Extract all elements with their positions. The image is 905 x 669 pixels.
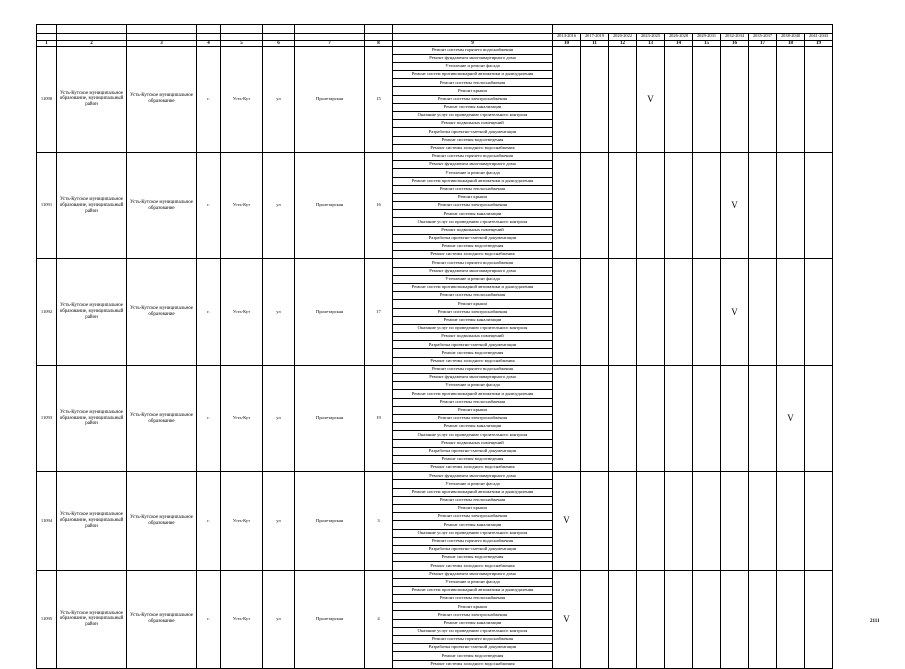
house-number: 3 [365, 472, 393, 570]
period-cell [693, 365, 721, 471]
locality: Усть-Кут [221, 152, 263, 258]
settlement-type: г. [197, 365, 221, 471]
work-type: Ремонт системы электроснабжения [393, 202, 553, 210]
locality: Усть-Кут [221, 365, 263, 471]
work-type: Ремонт системы горячего водоснабжения [393, 636, 553, 644]
work-type: Разработка проектно-сметной документации [393, 545, 553, 553]
work-row [37, 46, 833, 54]
work-type: Ремонт систем противопожарной автоматики и дымоудаления [393, 586, 553, 594]
period-cell [609, 570, 637, 668]
period-cell [637, 570, 665, 668]
work-type: Ремонт системы электроснабжения [393, 513, 553, 521]
work-type: Ремонт систем противопожарной автоматики и дымоудаления [393, 390, 553, 398]
period-cell [553, 46, 581, 152]
work-type: Ремонт системы канализации [393, 210, 553, 218]
work-type: Ремонт системы горячего водоснабжения [393, 259, 553, 267]
period-cell [637, 365, 665, 471]
work-type: Ремонт подвальных помещений [393, 226, 553, 234]
street: Пролетарская [295, 46, 365, 152]
street-type: ул [263, 152, 295, 258]
work-type: Ремонт системы холодного водоснабжения [393, 357, 553, 365]
work-type: Ремонт системы канализации [393, 619, 553, 627]
street: Пролетарская [295, 472, 365, 570]
work-type: Ремонт системы горячего водоснабжения [393, 152, 553, 160]
period-cell [721, 570, 749, 668]
work-type: Ремонт системы электроснабжения [393, 414, 553, 422]
settlement: Усть-Кутское муниципальное образование [127, 259, 197, 365]
work-type: Ремонт фундамента многоквартирного дома [393, 374, 553, 382]
work-type: Ремонт фундамента многоквартирного дома [393, 54, 553, 62]
work-type: Ремонт крыши [393, 505, 553, 513]
period-cell [637, 152, 665, 258]
period-cell [693, 152, 721, 258]
period-cell [693, 472, 721, 570]
period-cell [777, 259, 805, 365]
period-header: 2017-2019 [581, 33, 609, 40]
period-cell [805, 570, 833, 668]
work-type: Ремонт системы горячего водоснабжения [393, 537, 553, 545]
period-mark: V [637, 46, 665, 152]
work-type: Ремонт крыши [393, 87, 553, 95]
work-type: Утепление и ремонт фасада [393, 382, 553, 390]
period-header: 2041-2043 [805, 33, 833, 40]
work-type: Ремонт системы водоотведения [393, 455, 553, 463]
period-cell [609, 259, 637, 365]
column-number: 13 [637, 40, 665, 46]
record-id: 11091 [37, 152, 57, 258]
period-cell [581, 570, 609, 668]
work-type: Ремонт системы канализации [393, 423, 553, 431]
house-number: 4 [365, 570, 393, 668]
period-header: 2035-2037 [749, 33, 777, 40]
column-number: 19 [805, 40, 833, 46]
work-type: Разработка проектно-сметной документации [393, 234, 553, 242]
street-type: ул [263, 259, 295, 365]
municipality: Усть-Кутское муниципальное образование, муниципальный район [57, 472, 127, 570]
period-cell [721, 46, 749, 152]
period-mark: V [553, 472, 581, 570]
settlement: Усть-Кутское муниципальное образование [127, 365, 197, 471]
house-number: 19 [365, 365, 393, 471]
work-type: Ремонт системы электроснабжения [393, 308, 553, 316]
work-type: Ремонт системы водоотведения [393, 136, 553, 144]
period-cell [581, 259, 609, 365]
record-id: 11095 [37, 570, 57, 668]
work-type: Ремонт систем противопожарной автоматики и дымоудаления [393, 488, 553, 496]
work-type: Ремонт крыши [393, 406, 553, 414]
work-type: Ремонт системы теплоснабжения [393, 496, 553, 504]
period-header: 2014-2016 [553, 33, 581, 40]
period-cell [665, 152, 693, 258]
work-type: Ремонт подвальных помещений [393, 439, 553, 447]
period-cell [693, 46, 721, 152]
work-type: Ремонт систем противопожарной автоматики и дымоудаления [393, 71, 553, 79]
period-cell [777, 46, 805, 152]
work-type: Ремонт системы канализации [393, 103, 553, 111]
column-number: 5 [221, 40, 263, 46]
record-id: 11094 [37, 472, 57, 570]
municipality: Усть-Кутское муниципальное образование, муниципальный район [57, 259, 127, 365]
period-cell [777, 570, 805, 668]
period-cell [553, 152, 581, 258]
work-type: Ремонт системы электроснабжения [393, 611, 553, 619]
work-row [37, 570, 833, 578]
header-row-top [37, 25, 833, 34]
work-type: Ремонт фундамента многоквартирного дома [393, 472, 553, 480]
work-type: Утепление и ремонт фасада [393, 578, 553, 586]
period-cell [553, 259, 581, 365]
work-type: Ремонт систем противопожарной автоматики и дымоудаления [393, 283, 553, 291]
column-number: 18 [777, 40, 805, 46]
period-cell [749, 472, 777, 570]
work-type: Ремонт системы холодного водоснабжения [393, 251, 553, 259]
work-type: Ремонт фундамента многоквартирного дома [393, 570, 553, 578]
period-cell [749, 46, 777, 152]
period-cell [609, 46, 637, 152]
period-cell [721, 365, 749, 471]
period-cell [665, 46, 693, 152]
period-cell [665, 259, 693, 365]
period-cell [665, 365, 693, 471]
street: Пролетарская [295, 259, 365, 365]
settlement-type: г. [197, 46, 221, 152]
work-type: Разработка проектно-сметной документации [393, 341, 553, 349]
work-type: Ремонт крыши [393, 193, 553, 201]
locality: Усть-Кут [221, 472, 263, 570]
work-type: Оказание услуг по проведению строительного контроля [393, 218, 553, 226]
street-type: ул [263, 570, 295, 668]
period-cell [777, 472, 805, 570]
column-number: 8 [365, 40, 393, 46]
street: Пролетарская [295, 365, 365, 471]
work-type: Ремонт системы водоотведения [393, 243, 553, 251]
capital-repair-schedule-table [36, 24, 833, 669]
period-cell [693, 570, 721, 668]
work-type: Утепление и ремонт фасада [393, 169, 553, 177]
period-cell [721, 472, 749, 570]
column-number: 9 [393, 40, 553, 46]
street-type: ул [263, 365, 295, 471]
work-type: Ремонт системы теплоснабжения [393, 292, 553, 300]
period-cell [637, 259, 665, 365]
column-number: 1 [37, 40, 57, 46]
period-header: 2038-2040 [777, 33, 805, 40]
work-type: Утепление и ремонт фасада [393, 62, 553, 70]
work-type: Оказание услуг по проведению строительного контроля [393, 112, 553, 120]
column-number: 11 [581, 40, 609, 46]
settlement-type: г. [197, 570, 221, 668]
work-type: Утепление и ремонт фасада [393, 275, 553, 283]
period-cell [581, 365, 609, 471]
work-type: Ремонт системы холодного водоснабжения [393, 144, 553, 152]
period-mark: V [721, 259, 749, 365]
work-type: Ремонт системы теплоснабжения [393, 185, 553, 193]
record-id: 11093 [37, 365, 57, 471]
period-cell [693, 259, 721, 365]
municipality: Усть-Кутское муниципальное образование, муниципальный район [57, 570, 127, 668]
work-row [37, 472, 833, 480]
period-cell [749, 570, 777, 668]
record-id: 11092 [37, 259, 57, 365]
street: Пролетарская [295, 152, 365, 258]
period-cell [805, 46, 833, 152]
period-cell [805, 472, 833, 570]
work-type: Ремонт системы канализации [393, 521, 553, 529]
municipality: Усть-Кутское муниципальное образование, муниципальный район [57, 152, 127, 258]
column-number: 2 [57, 40, 127, 46]
column-number: 14 [665, 40, 693, 46]
work-type: Утепление и ремонт фасада [393, 480, 553, 488]
work-type: Ремонт системы водоотведения [393, 554, 553, 562]
house-number: 15 [365, 46, 393, 152]
street-type: ул [263, 472, 295, 570]
period-cell [805, 152, 833, 258]
period-cell [637, 472, 665, 570]
period-cell [749, 259, 777, 365]
work-type: Разработка проектно-сметной документации [393, 447, 553, 455]
period-cell [749, 152, 777, 258]
period-cell [581, 472, 609, 570]
work-type: Оказание услуг по проведению строительного контроля [393, 627, 553, 635]
period-cell [665, 570, 693, 668]
column-number: 10 [553, 40, 581, 46]
column-number: 17 [749, 40, 777, 46]
work-type: Ремонт системы водоотведения [393, 349, 553, 357]
period-cell [609, 472, 637, 570]
column-number: 15 [693, 40, 721, 46]
period-mark: V [721, 152, 749, 258]
work-row [37, 365, 833, 373]
locality: Усть-Кут [221, 570, 263, 668]
column-number: 6 [263, 40, 295, 46]
settlement-type: г. [197, 472, 221, 570]
work-type: Ремонт системы теплоснабжения [393, 79, 553, 87]
work-type: Ремонт системы канализации [393, 316, 553, 324]
settlement: Усть-Кутское муниципальное образование [127, 570, 197, 668]
work-type: Ремонт подвальных помещений [393, 333, 553, 341]
work-type: Ремонт систем противопожарной автоматики и дымоудаления [393, 177, 553, 185]
period-cell [609, 365, 637, 471]
work-type: Ремонт системы горячего водоснабжения [393, 46, 553, 54]
work-type: Ремонт системы водоотведения [393, 652, 553, 660]
period-header: 2029-2031 [693, 33, 721, 40]
record-id: 11090 [37, 46, 57, 152]
locality: Усть-Кут [221, 259, 263, 365]
work-type: Ремонт системы горячего водоснабжения [393, 365, 553, 373]
settlement-type: г. [197, 152, 221, 258]
street-type: ул [263, 46, 295, 152]
period-cell [749, 365, 777, 471]
column-number: 4 [197, 40, 221, 46]
work-type: Ремонт крыши [393, 300, 553, 308]
work-type: Ремонт крыши [393, 603, 553, 611]
work-type: Ремонт подвальных помещений [393, 120, 553, 128]
period-cell [553, 365, 581, 471]
work-type: Разработка проектно-сметной документации [393, 644, 553, 652]
period-cell [581, 152, 609, 258]
locality: Усть-Кут [221, 46, 263, 152]
work-type: Ремонт системы теплоснабжения [393, 595, 553, 603]
period-header: 2020-2022 [609, 33, 637, 40]
settlement: Усть-Кутское муниципальное образование [127, 152, 197, 258]
work-type: Ремонт системы холодного водоснабжения [393, 464, 553, 472]
work-type: Оказание услуг по проведению строительного контроля [393, 324, 553, 332]
work-row [37, 152, 833, 160]
work-type: Оказание услуг по проведению строительного контроля [393, 431, 553, 439]
period-cell [581, 46, 609, 152]
period-header-row [37, 33, 833, 40]
settlement: Усть-Кутское муниципальное образование [127, 46, 197, 152]
work-type: Оказание услуг по проведению строительного контроля [393, 529, 553, 537]
period-cell [777, 152, 805, 258]
work-type: Ремонт системы холодного водоснабжения [393, 562, 553, 570]
work-type: Ремонт системы холодного водоснабжения [393, 660, 553, 668]
work-type: Ремонт фундамента многоквартирного дома [393, 161, 553, 169]
column-number: 12 [609, 40, 637, 46]
column-number: 3 [127, 40, 197, 46]
work-row [37, 259, 833, 267]
period-cell [805, 365, 833, 471]
period-mark: V [553, 570, 581, 668]
settlement: Усть-Кутское муниципальное образование [127, 472, 197, 570]
house-number: 17 [365, 259, 393, 365]
period-header: 2032-2034 [721, 33, 749, 40]
work-type: Ремонт фундамента многоквартирного дома [393, 267, 553, 275]
column-number: 7 [295, 40, 365, 46]
period-cell [609, 152, 637, 258]
house-number: 16 [365, 152, 393, 258]
page-number: 2111 [870, 619, 880, 624]
municipality: Усть-Кутское муниципальное образование, муниципальный район [57, 46, 127, 152]
work-type: Разработка проектно-сметной документации [393, 128, 553, 136]
period-header: 2023-2025 [637, 33, 665, 40]
period-mark: V [777, 365, 805, 471]
settlement-type: г. [197, 259, 221, 365]
work-type: Ремонт системы электроснабжения [393, 95, 553, 103]
period-cell [805, 259, 833, 365]
period-cell [665, 472, 693, 570]
column-number: 16 [721, 40, 749, 46]
municipality: Усть-Кутское муниципальное образование, муниципальный район [57, 365, 127, 471]
work-type: Ремонт системы теплоснабжения [393, 398, 553, 406]
period-header: 2026-2028 [665, 33, 693, 40]
street: Пролетарская [295, 570, 365, 668]
